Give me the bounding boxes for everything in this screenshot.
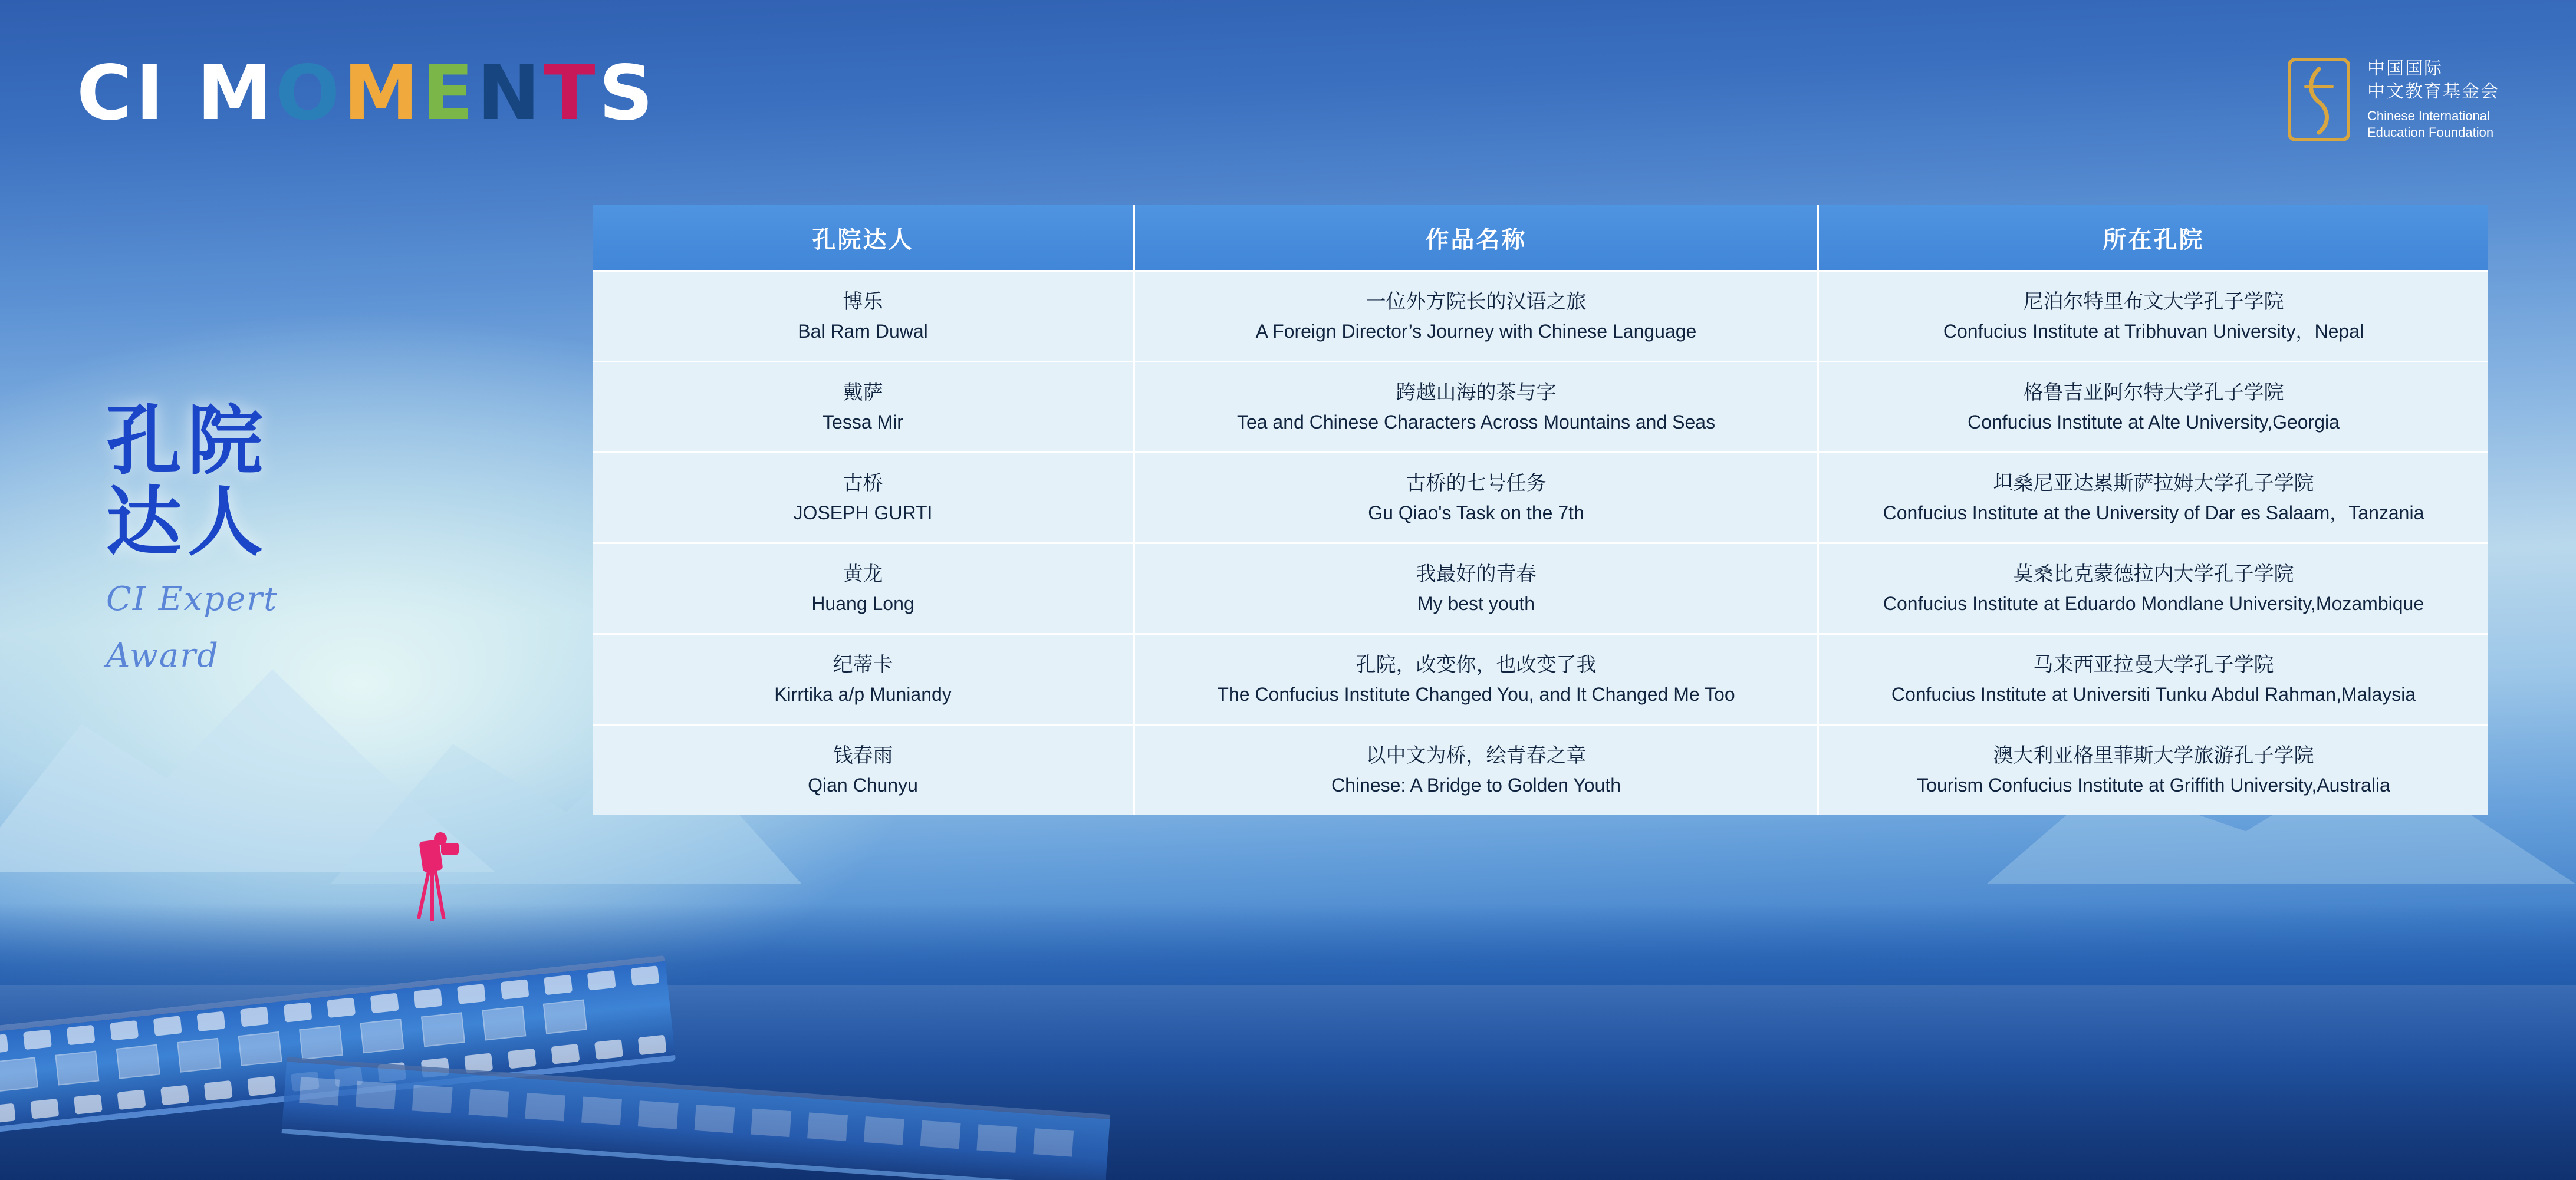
table-row xyxy=(593,270,2488,361)
cell-work-cn: 以中文为桥，绘青春之章 xyxy=(1366,744,1587,767)
award-title-cn-line-1: 孔院 xyxy=(106,397,269,485)
page-title xyxy=(77,50,657,137)
awards-table-wrapper xyxy=(593,205,2488,815)
cell-person xyxy=(593,542,1135,633)
cell-person-en: Qian Chunyu xyxy=(808,774,918,796)
cell-work-cn: 我最好的青春 xyxy=(1416,563,1537,585)
title-letter-6: E xyxy=(422,50,478,137)
cell-institute xyxy=(1819,361,2488,451)
cell-person-cn: 钱春雨 xyxy=(833,744,893,767)
cell-work-cn: 古桥的七号任务 xyxy=(1406,472,1547,495)
table-row xyxy=(593,724,2488,815)
cell-person xyxy=(593,724,1135,815)
cell-work-cn: 跨越山海的茶与字 xyxy=(1396,381,1557,404)
cell-person xyxy=(593,361,1135,451)
table-row xyxy=(593,451,2488,542)
cell-person-en: Kirrtika a/p Muniandy xyxy=(774,684,952,705)
cell-institute xyxy=(1819,724,2488,815)
table-row xyxy=(593,542,2488,633)
foundation-logo xyxy=(2286,56,2499,143)
cell-work xyxy=(1135,724,1819,815)
cell-person xyxy=(593,270,1135,361)
table-row xyxy=(593,361,2488,451)
award-heading xyxy=(106,397,278,677)
logo-cn-line-2: 中文教育基金会 xyxy=(2367,81,2499,101)
cell-work xyxy=(1135,633,1819,724)
table-header-row xyxy=(593,205,2488,270)
cell-institute-cn: 坦桑尼亚达累斯萨拉姆大学孔子学院 xyxy=(1993,472,2314,495)
title-letter-9: S xyxy=(598,50,657,137)
cell-person-cn: 戴萨 xyxy=(843,381,883,404)
cell-work xyxy=(1135,361,1819,451)
cell-institute-en: Confucius Institute at Universiti Tunku Abdul Rahman,Malaysia xyxy=(1891,684,2416,705)
title-letter-0: C xyxy=(77,50,136,137)
logo-en-line-2: Education Foundation xyxy=(2367,125,2494,140)
column-header-work: 作品名称 xyxy=(1135,205,1819,270)
cell-institute-cn: 尼泊尔特里布文大学孔子学院 xyxy=(2023,291,2284,313)
cell-institute-cn: 莫桑比克蒙德拉内大学孔子学院 xyxy=(2013,563,2294,585)
cell-person xyxy=(593,633,1135,724)
award-title-cn-line-2: 达人 xyxy=(106,479,269,567)
cell-work-cn: 孔院，改变你，也改变了我 xyxy=(1356,654,1597,676)
column-header-institute: 所在孔院 xyxy=(1819,205,2488,270)
cell-institute xyxy=(1819,270,2488,361)
cell-institute xyxy=(1819,633,2488,724)
awards-table xyxy=(593,205,2488,815)
award-title-en-line-1: CI Expert xyxy=(106,580,278,619)
cell-work-en: Tea and Chinese Characters Across Mountains and Seas xyxy=(1236,411,1716,433)
title-letter-4: O xyxy=(275,50,344,137)
table-row xyxy=(593,633,2488,724)
cell-person-en: Huang Long xyxy=(811,593,914,614)
title-letter-7: N xyxy=(477,50,544,137)
cell-work-en: Chinese: A Bridge to Golden Youth xyxy=(1331,774,1621,796)
title-letter-3: M xyxy=(197,50,276,137)
cell-person-en: Bal Ram Duwal xyxy=(798,321,928,342)
cell-institute-en: Confucius Institute at Eduardo Mondlane University,Mozambique xyxy=(1883,593,2424,614)
title-letter-5: M xyxy=(343,50,422,137)
cell-person-cn: 博乐 xyxy=(843,291,883,313)
cell-work-en: My best youth xyxy=(1417,593,1535,614)
cell-person-en: Tessa Mir xyxy=(823,411,903,433)
cell-person xyxy=(593,451,1135,542)
cell-institute-en: Tourism Confucius Institute at Griffith University,Australia xyxy=(1917,774,2390,796)
logo-en-line-1: Chinese International xyxy=(2367,108,2490,124)
cell-work-cn: 一位外方院长的汉语之旅 xyxy=(1366,291,1587,313)
cell-person-cn: 黄龙 xyxy=(843,563,883,585)
cell-institute-en: Confucius Institute at Tribhuvan University，Nepal xyxy=(1943,321,2364,342)
cell-work xyxy=(1135,451,1819,542)
cell-work xyxy=(1135,270,1819,361)
cell-work-en: Gu Qiao's Task on the 7th xyxy=(1368,502,1584,523)
foundation-logo-mark-icon xyxy=(2286,56,2352,143)
cell-institute-cn: 马来西亚拉曼大学孔子学院 xyxy=(2033,654,2274,676)
cell-institute xyxy=(1819,542,2488,633)
cell-work xyxy=(1135,542,1819,633)
cell-institute-cn: 格鲁吉亚阿尔特大学孔子学院 xyxy=(2023,381,2284,404)
title-letter-8: T xyxy=(544,50,599,137)
column-header-person: 孔院达人 xyxy=(593,205,1135,270)
cell-institute xyxy=(1819,451,2488,542)
cell-institute-en: Confucius Institute at Alte University,Georgia xyxy=(1968,411,2340,433)
cell-work-en: The Confucius Institute Changed You, and It Changed Me Too xyxy=(1217,684,1735,705)
cell-person-cn: 古桥 xyxy=(843,472,883,495)
cell-person-en: JOSEPH GURTI xyxy=(793,502,933,523)
logo-cn-line-1: 中国国际 xyxy=(2367,59,2443,79)
award-title-en-line-2: Award xyxy=(106,637,219,675)
title-letter-2 xyxy=(167,56,198,131)
photographer-icon xyxy=(407,832,478,921)
title-letter-1: I xyxy=(135,50,167,137)
cell-institute-en: Confucius Institute at the University of Dar es Salaam，Tanzania xyxy=(1883,502,2424,523)
cell-work-en: A Foreign Director’s Journey with Chinese Language xyxy=(1255,321,1697,342)
cell-institute-cn: 澳大利亚格里菲斯大学旅游孔子学院 xyxy=(1993,744,2314,767)
cell-person-cn: 纪蒂卡 xyxy=(833,654,893,676)
